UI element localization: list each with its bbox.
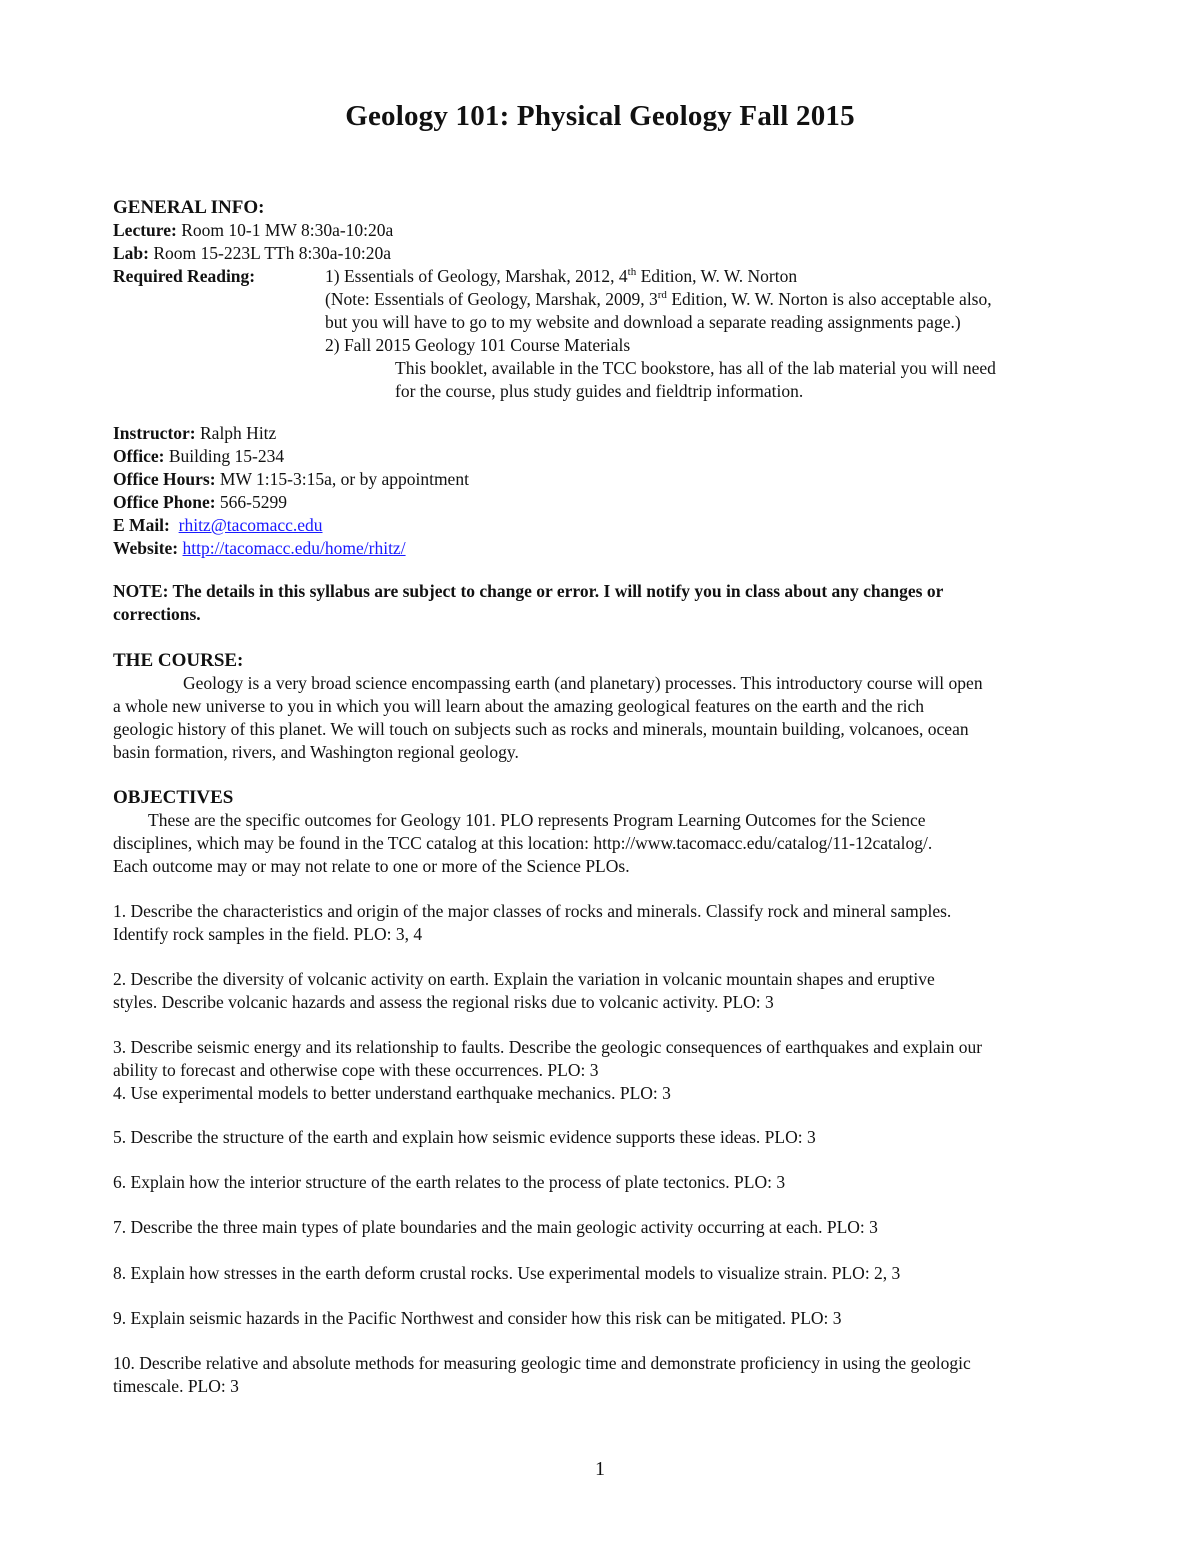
objective-6-line: 6. Explain how the interior structure of the earth relates to the process of plate tectonics. PLO: 3 <box>113 1172 786 1192</box>
reading-item-2: 2) Fall 2015 Geology 101 Course Materials <box>325 335 631 355</box>
note-line-2: corrections. <box>113 604 201 624</box>
objectives-intro-3: Each outcome may or may not relate to one or more of the Science PLOs. <box>113 856 630 876</box>
website-line <box>113 537 1093 560</box>
general-info-heading: GENERAL INFO: <box>113 197 265 218</box>
required-reading-label: Required Reading: <box>113 266 256 286</box>
objective-1-line-1: 1. Describe the characteristics and origin of the major classes of rocks and minerals. Classify rock and mineral samples. <box>113 901 952 921</box>
page-number: 1 <box>595 1458 605 1480</box>
objective-2-line-1: 2. Describe the diversity of volcanic activity on earth. Explain the variation in volcanic mountain shapes and eruptive <box>113 969 935 989</box>
lab-label: Lab: <box>113 243 149 263</box>
objective-1 <box>113 900 1093 946</box>
objectives-intro-1: These are the specific outcomes for Geology 101. PLO represents Program Learning Outcomes for the Science <box>148 810 926 830</box>
reading-item-1-sup: th <box>627 266 637 279</box>
lecture-label: Lecture: <box>113 220 177 240</box>
instructor-value: Ralph Hitz <box>195 423 277 443</box>
lab-value: Room 15-223L TTh 8:30a-10:20a <box>148 243 392 263</box>
lab-line <box>113 242 1093 265</box>
reading-item-1 <box>325 265 1105 288</box>
course-line-2: a whole new universe to you in which you will learn about the amazing geological features on the earth and the rich <box>113 696 925 716</box>
reading-item-1-text: 1) Essentials of Geology, Marshak, 2012, 4 <box>325 266 628 286</box>
objective-10 <box>113 1352 1093 1398</box>
objective-3-line-1: 3. Describe seismic energy and its relationship to faults. Describe the geologic consequences of earthquakes and explain our <box>113 1037 983 1057</box>
office-hours-line <box>113 468 1093 491</box>
objective-6 <box>113 1171 1093 1194</box>
objective-5-line: 5. Describe the structure of the earth and explain how seismic evidence supports these ideas. PLO: 3 <box>113 1127 816 1147</box>
objectives-intro-2: disciplines, which may be found in the TCC catalog at this location: http://www.tacomacc.edu/catalog/11-12catalog/. <box>113 833 933 853</box>
objective-8 <box>113 1262 1093 1285</box>
general-info-section <box>113 196 1093 403</box>
page-title: Geology 101: Physical Geology Fall 2015 <box>345 100 855 132</box>
objective-2-line-2: styles. Describe volcanic hazards and assess the regional risks due to volcanic activity. PLO: 3 <box>113 992 774 1012</box>
objective-7-line: 7. Describe the three main types of plate boundaries and the main geologic activity occurring at each. PLO: 3 <box>113 1217 878 1237</box>
office-phone-line <box>113 491 1093 514</box>
objective-5 <box>113 1126 1093 1149</box>
office-label: Office: <box>113 446 165 466</box>
objective-9 <box>113 1307 1093 1330</box>
office-hours-label: Office Hours: <box>113 469 216 489</box>
reading-note-line-1 <box>325 288 1105 311</box>
objective-7 <box>113 1216 1093 1239</box>
instructor-section <box>113 422 1093 560</box>
office-value: Building 15-234 <box>164 446 285 466</box>
lecture-value: Room 10-1 MW 8:30a-10:20a <box>176 220 394 240</box>
email-line <box>113 514 1093 537</box>
course-line-1: Geology is a very broad science encompassing earth (and planetary) processes. This introductory course will open <box>183 673 983 693</box>
office-phone-value: 566-5299 <box>215 492 287 512</box>
course-line-3: geologic history of this planet. We will touch on subjects such as rocks and minerals, mountain building, volcanoes, ocean <box>113 719 969 739</box>
objective-1-line-2: Identify rock samples in the field. PLO: 3, 4 <box>113 924 423 944</box>
instructor-line <box>113 422 1093 445</box>
objective-2 <box>113 968 1093 1014</box>
website-link[interactable]: http://tacomacc.edu/home/rhitz/ <box>182 538 406 558</box>
course-heading: THE COURSE: <box>113 650 244 671</box>
email-link[interactable]: rhitz@tacomacc.edu <box>178 515 323 535</box>
email-label: E Mail: <box>113 515 170 535</box>
lecture-line <box>113 219 1093 242</box>
office-line <box>113 445 1093 468</box>
reading-note-sup: rd <box>657 289 667 302</box>
reading-item-1-suffix: Edition, W. W. Norton <box>636 266 798 286</box>
reading-note-suffix: Edition, W. W. Norton is also acceptable also, <box>666 289 992 309</box>
instructor-label: Instructor: <box>113 423 196 443</box>
objective-10-line-1: 10. Describe relative and absolute methods for measuring geologic time and demonstrate proficiency in using the geologic <box>113 1353 971 1373</box>
objective-10-line-2: timescale. PLO: 3 <box>113 1376 239 1396</box>
objectives-section <box>113 786 1093 878</box>
objectives-heading: OBJECTIVES <box>113 787 234 808</box>
booklet-line-1: This booklet, available in the TCC bookstore, has all of the lab material you will need <box>395 358 996 378</box>
objective-9-line: 9. Explain seismic hazards in the Pacific Northwest and consider how this risk can be mitigated. PLO: 3 <box>113 1308 842 1328</box>
required-reading-list <box>325 265 1105 403</box>
course-section <box>113 649 1093 764</box>
website-label: Website: <box>113 538 179 558</box>
course-line-4: basin formation, rivers, and Washington regional geology. <box>113 742 519 762</box>
required-reading <box>113 265 1093 403</box>
objective-8-line: 8. Explain how stresses in the earth deform crustal rocks. Use experimental models to visualize strain. PLO: 2, 3 <box>113 1263 901 1283</box>
objective-3-line-2: ability to forecast and otherwise cope with these occurrences. PLO: 3 <box>113 1060 599 1080</box>
reading-note-text: (Note: Essentials of Geology, Marshak, 2009, 3 <box>325 289 658 309</box>
booklet-line-2: for the course, plus study guides and fieldtrip information. <box>395 381 804 401</box>
note-section <box>113 580 1093 626</box>
reading-note-line-2: but you will have to go to my website and download a separate reading assignments page.) <box>325 312 961 332</box>
office-phone-label: Office Phone: <box>113 492 216 512</box>
note-line-1: NOTE: The details in this syllabus are subject to change or error. I will notify you in class about any changes or <box>113 581 944 601</box>
objective-3-4 <box>113 1036 1093 1105</box>
office-hours-value: MW 1:15-3:15a, or by appointment <box>215 469 469 489</box>
objective-4: 4. Use experimental models to better understand earthquake mechanics. PLO: 3 <box>113 1083 671 1103</box>
